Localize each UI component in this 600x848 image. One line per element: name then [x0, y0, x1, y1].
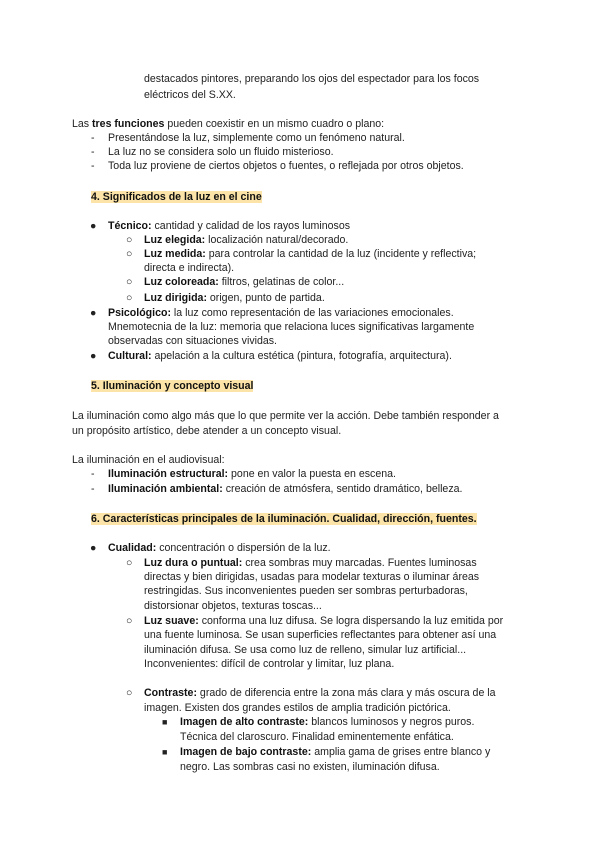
psicologico-item: Psicológico: la luz como representación de las variaciones emocionales.	[108, 307, 454, 319]
luz-suave: Luz suave: conforma una luz difusa. Se logra dispersando la luz emitida por	[144, 615, 504, 627]
dash-marker: -	[91, 483, 95, 495]
luz-dura-line: restringidas. Sus inconvenientes pueden ser sombras perturbadoras,	[144, 585, 468, 597]
psicologico-line-2: Mnemotecnia de la luz: memoria que relaciona luces significativas largamente	[108, 321, 475, 333]
bullet-circle: ○	[126, 234, 133, 246]
bullet-disc: ●	[90, 350, 97, 362]
alto-contraste-line-2: Técnica del claroscuro. Finalidad eminentemente enfática.	[180, 731, 454, 743]
funciones-item-2: La luz no se considera solo un fluido misterioso.	[108, 146, 334, 158]
bullet-circle: ○	[126, 557, 133, 569]
cualidad-item: Cualidad: concentración o dispersión de la luz.	[108, 542, 331, 554]
luz-dura: Luz dura o puntual: crea sombras muy marcadas. Fuentes luminosas	[144, 557, 477, 569]
audiovisual-intro: La iluminación en el audiovisual:	[72, 454, 225, 466]
para5-line-2: un propósito artístico, debe atender a un concepto visual.	[72, 425, 342, 437]
bullet-circle: ○	[126, 276, 133, 288]
luz-dirigida: Luz dirigida: origen, punto de partida.	[144, 292, 325, 304]
funciones-item-3: Toda luz proviene de ciertos objetos o fuentes, o reflejada por otros objetos.	[108, 160, 464, 172]
tecnico-item: Técnico: cantidad y calidad de los rayos luminosos	[108, 220, 351, 232]
section-6-heading: 6. Características principales de la iluminación. Cualidad, dirección, fuentes.	[91, 513, 477, 525]
intro-line-1: destacados pintores, preparando los ojos del espectador para los focos	[144, 73, 480, 85]
luz-elegida: Luz elegida: localización natural/decorado.	[144, 234, 349, 246]
bullet-disc: ●	[90, 542, 97, 554]
funciones-intro: Las tres funciones pueden coexistir en un mismo cuadro o plano:	[72, 118, 385, 130]
luz-suave-line: iluminación difusa. Se usa como luz de relleno, simular luz artificial...	[144, 644, 467, 656]
iluminacion-ambiental: Iluminación ambiental: creación de atmósfera, sentido dramático, belleza.	[108, 483, 463, 495]
psicologico-line-3: observadas con situaciones vividas.	[108, 335, 278, 347]
bullet-disc: ●	[90, 220, 97, 232]
luz-suave-line: una fuente luminosa. Se usan superficies reflectantes para obtener así una	[144, 629, 497, 641]
bullet-square: ■	[162, 717, 168, 727]
dash-marker: -	[91, 468, 95, 480]
dash-marker: -	[91, 146, 95, 158]
bullet-circle: ○	[126, 292, 133, 304]
luz-dura-line: directas y bien dirigidas, usadas para modelar texturas o iluminar áreas	[144, 571, 480, 583]
luz-medida: Luz medida: para controlar la cantidad de la luz (incidente y reflectiva;	[144, 248, 477, 260]
dash-marker: -	[91, 160, 95, 172]
funciones-item-1: Presentándose la luz, simplemente como un fenómeno natural.	[108, 132, 405, 144]
luz-coloreada: Luz coloreada: filtros, gelatinas de color...	[144, 276, 345, 288]
contraste-line-2: imagen. Existen dos grandes estilos de amplia tradición pictórica.	[144, 702, 451, 714]
iluminacion-estructural: Iluminación estructural: pone en valor la puesta en escena.	[108, 468, 396, 480]
bajo-contraste-line-2: negro. Las sombras casi no existen, iluminación difusa.	[180, 761, 440, 773]
luz-medida-cont: directa e indirecta).	[144, 262, 235, 274]
para5-line-1: La iluminación como algo más que lo que permite ver la acción. Debe también responder a	[72, 410, 499, 422]
cultural-item: Cultural: apelación a la cultura estética (pintura, fotografía, arquitectura).	[108, 350, 452, 362]
bajo-contraste: Imagen de bajo contraste: amplia gama de grises entre blanco y	[180, 746, 491, 758]
section-4-heading: 4. Significados de la luz en el cine	[91, 191, 262, 203]
bullet-circle: ○	[126, 248, 133, 260]
bullet-disc: ●	[90, 307, 97, 319]
alto-contraste: Imagen de alto contraste: blancos luminosos y negros puros.	[180, 716, 475, 728]
funciones-bold: tres funciones	[92, 118, 165, 130]
bullet-square: ■	[162, 747, 168, 757]
luz-suave-line: Inconvenientes: difícil de controlar y limitar, luz plana.	[144, 658, 395, 670]
intro-line-2: eléctricos del S.XX.	[144, 89, 236, 101]
bullet-circle: ○	[126, 687, 133, 699]
dash-marker: -	[91, 132, 95, 144]
contraste-item: Contraste: grado de diferencia entre la zona más clara y más oscura de la	[144, 687, 496, 699]
section-5-heading: 5. Iluminación y concepto visual	[91, 380, 254, 392]
bullet-circle: ○	[126, 615, 133, 627]
luz-dura-line: distorsionar objetos, texturas toscas...	[144, 600, 322, 612]
